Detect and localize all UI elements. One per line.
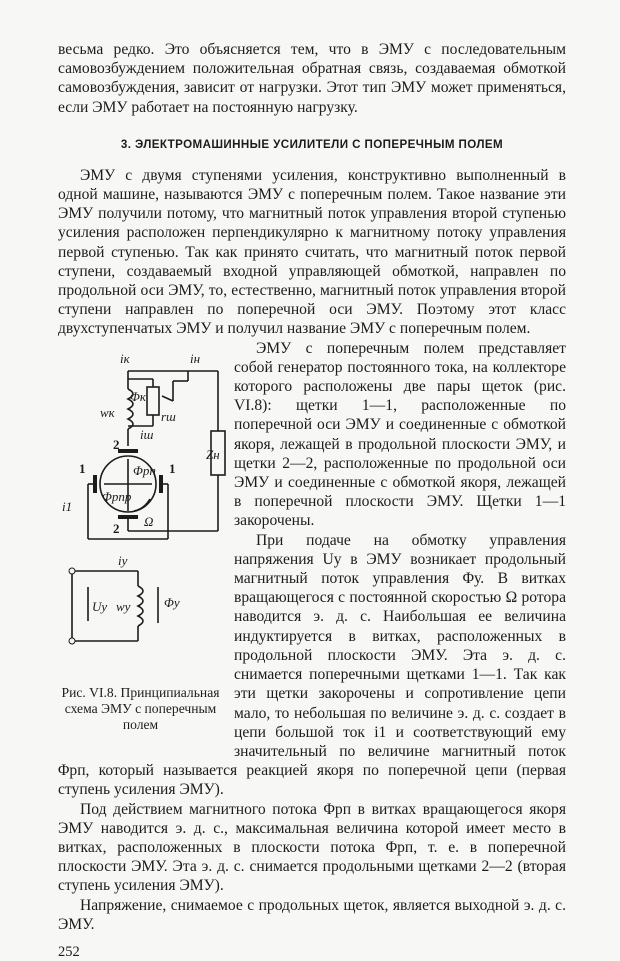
label-phi-k: Φк xyxy=(130,388,146,404)
label-i-k: iк xyxy=(120,350,130,366)
label-brush-2-top: 2 xyxy=(113,436,120,452)
wire xyxy=(162,396,173,401)
paragraph-3: При подаче на обмотку управления напряжения Uу в ЭМУ возникает продольный магнитный поток управления Φу. В витках вращающегося с постоянной скоростью Ω ротора наводится э. д. с. Наибольшая ее величина индуктируется в витках, расположенных в продольной плоскости ЭМУ. Эта э. д. с. снимается поперечными щетками 1—1. Так как эти щетки закорочены и сопротивление цепи мало, то небольшая по величине э. д. с. создает в цепи большой ток i1 и соответствующий ему значительный по величине магнитный поток Φрп, который называется реакцией якоря по поперечной цепи (первая ступень усиления ЭМУ). xyxy=(58,531,566,799)
winding-wy xyxy=(138,586,143,626)
label-i-y: iу xyxy=(118,552,128,568)
paragraph-4: Под действием магнитного потока Φрп в витках вращающегося якоря ЭМУ наводится э. д. с., максимальная величина которой имеет место в витках, расположенных в плоскости потока Φрп, т. е. в поперечной плоскости ЭМУ. Эта э. д. с. снимается продольными щетками 2—2 (вторая ступень усиления ЭМУ). xyxy=(58,800,566,895)
label-z-n: Zн xyxy=(206,446,220,462)
label-i-n: iн xyxy=(190,350,201,366)
label-i-sh: iш xyxy=(140,426,154,442)
terminal xyxy=(69,568,75,574)
label-omega: Ω xyxy=(144,513,154,529)
figure-caption: Рис. VI.8. Принципиальная схема ЭМУ с поперечным полем xyxy=(61,684,220,732)
label-r-sh: rш xyxy=(161,408,176,424)
label-w-y: wу xyxy=(116,598,131,614)
label-brush-2-bottom: 2 xyxy=(113,520,120,536)
paragraph-2: ЭМУ с поперечным полем представляет собой генератор постоянного тока, на коллекторе которого расположены две пары щеток (рис. VI.8): щетки 1—1, расположенные по поперечной оси ЭМУ и соединенные с обмоткой якоря, лежащей в продольной плоскости ЭМУ, и щетки 2—2, расположенные по продольной оси ЭМУ и соединенные с обмоткой якоря, лежащей в поперечной плоскости ЭМУ. Щетки 1—1 закорочены. xyxy=(234,339,566,530)
label-phi-prp: Φрпр xyxy=(102,488,132,504)
section-heading: 3. ЭЛЕКТРОМАШИННЫЕ УСИЛИТЕЛИ С ПОПЕРЕЧНЫМ ПОЛЕМ xyxy=(120,137,504,151)
label-brush-1-left: 1 xyxy=(79,460,86,476)
label-phi-pp: Φрп xyxy=(133,462,156,478)
paragraph-1-text: ЭМУ с двумя ступенями усиления, конструктивно выполненный в одной машине, называются ЭМУ с поперечным полем. Такое название эти ЭМУ получили потому, что магнитный поток управления второй ступенью усиления расположен перпендикулярно к магнитному потоку управления первой ступенью. Так как принято считать, что магнитный поток первой ступени, создаваемый входной управляющей обмоткой, направлен по продольной оси ЭМУ, то, естественно, магнитный поток управления второй ступени направлен по поперечной оси ЭМУ. Поэтому этот класс двухступенчатых ЭМУ и получил название ЭМУ с поперечным полем. xyxy=(58,166,566,338)
figure-vi-8 xyxy=(58,341,226,747)
label-phi-y: Φу xyxy=(164,594,180,610)
label-brush-1-right: 1 xyxy=(169,460,176,476)
emu-circuit-diagram xyxy=(58,341,226,681)
terminal xyxy=(69,638,75,644)
page-number: 252 xyxy=(58,943,80,960)
resistor-rsh xyxy=(147,387,159,415)
book-page xyxy=(58,40,566,961)
paragraph-1 xyxy=(58,166,566,339)
label-u-y: Uу xyxy=(92,598,108,614)
paragraph-5: Напряжение, снимаемое с продольных щеток, является выходной э. д. с. ЭМУ. xyxy=(58,896,566,933)
label-w-k: wк xyxy=(100,404,115,420)
intro-paragraph: весьма редко. Это объясняется тем, что в ЭМУ с последовательным самовозбуждением положительная обратная связь, создаваемая обмоткой самовозбуждения, зависит от нагрузки. Этот тип ЭМУ может применяться, если ЭМУ работает на постоянную нагрузку. xyxy=(58,41,566,116)
label-i-1: i1 xyxy=(62,498,73,514)
